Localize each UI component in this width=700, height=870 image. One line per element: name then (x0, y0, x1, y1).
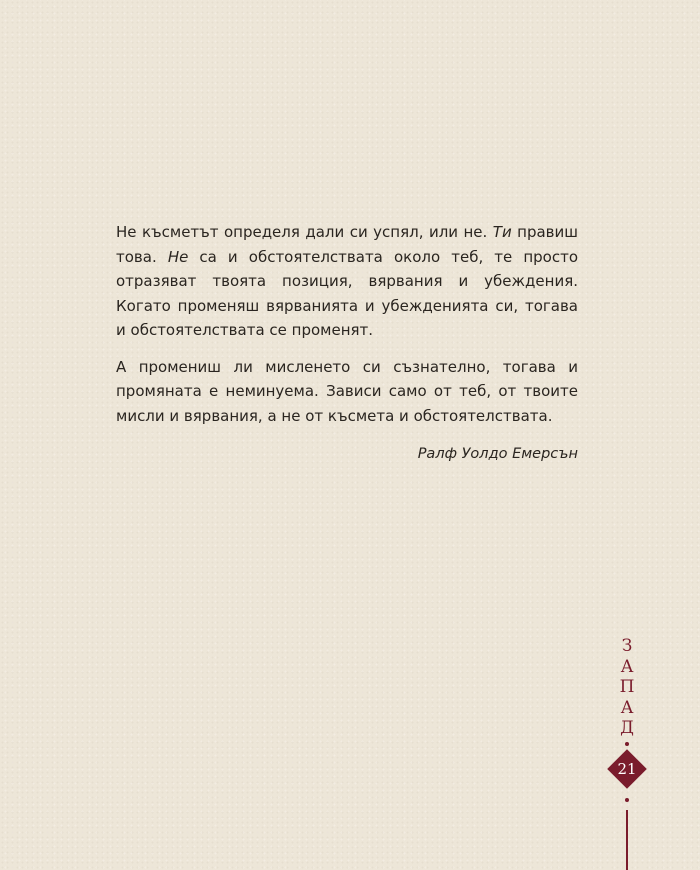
separator-dot (625, 798, 629, 802)
vertical-rule (626, 810, 628, 870)
page-number-badge (608, 750, 646, 788)
quote-p1-part-c: правиш това. (116, 223, 579, 266)
chapter-title-vertical (606, 636, 648, 739)
chapter-letter: П (619, 677, 635, 697)
chapter-letter: А (620, 697, 634, 718)
chapter-letter: З (621, 636, 633, 656)
chapter-letter: А (620, 656, 634, 677)
quote-block (116, 220, 578, 467)
quote-paragraph-1 (116, 220, 578, 343)
quote-p1-emphasis-ne: Не (167, 247, 189, 266)
quote-p1-emphasis-ti: Ти (492, 223, 512, 241)
page-number: 21 (617, 760, 637, 778)
chapter-side-marker (606, 636, 648, 865)
chapter-letter: Д (620, 718, 634, 738)
quote-author: Ралф Уолдо Емерсън (417, 446, 578, 462)
quote-p1-part-a: Не късметът определя дали си успял, или не. (116, 223, 493, 241)
quote-paragraph-2: А промениш ли мисленето си съзнателно, тогава и промяната е неминуема. Зависи само от теб, от твоите мисли и вярвания, а не от късмета и обстоятелствата. (116, 357, 578, 425)
separator-dot (625, 742, 629, 746)
quote-p1-part-e: са и обстоятелствата около теб, те просто отразяват твоята позиция, вярвания и убеждения. Когато променяш вярванията и убежденията си, тогава и обстоятелствата се променят. (116, 247, 579, 339)
